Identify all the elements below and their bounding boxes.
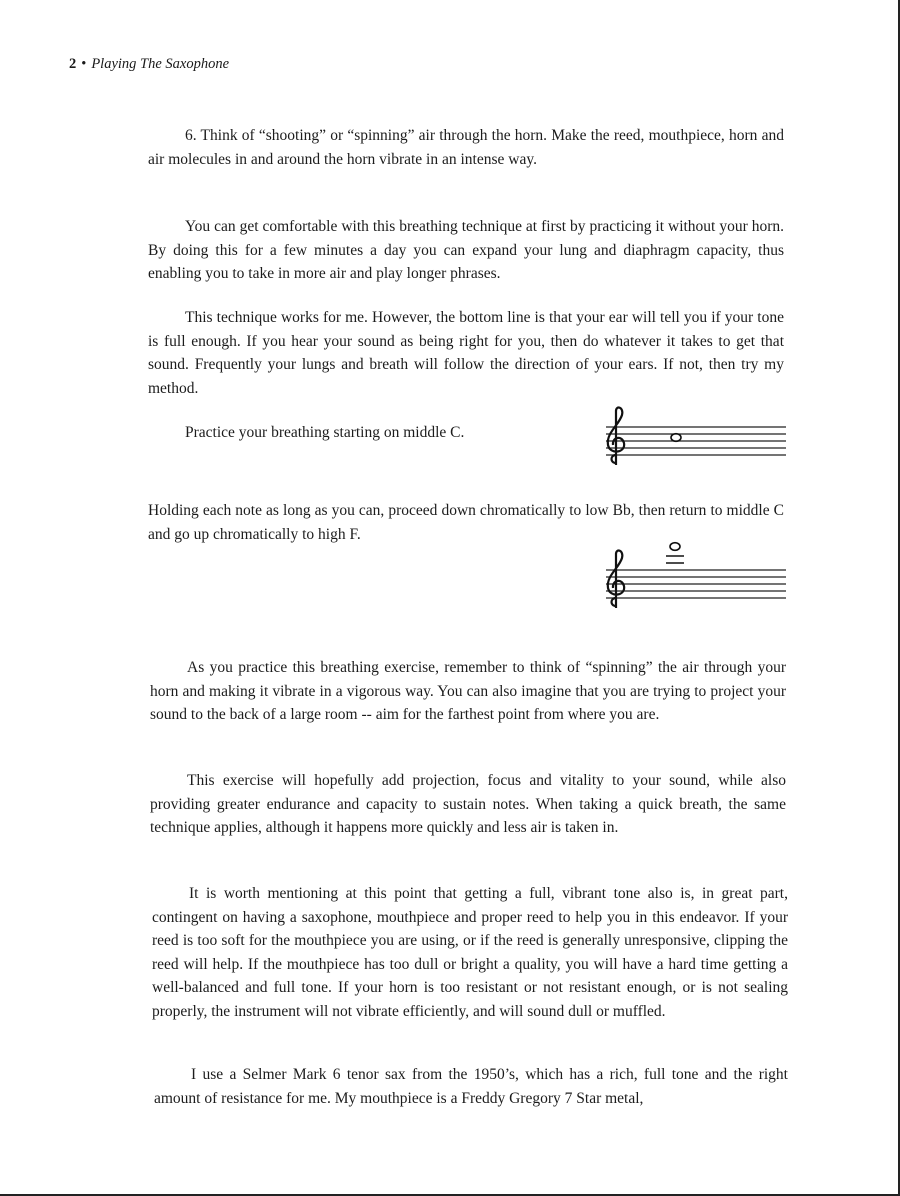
paragraph-technique-works: This technique works for me. However, the bottom line is that your ear will tell you if your tone is full enough. If you hear your sound as being right for you, then do whatever it takes to get that sound. Frequently your lungs and breath will follow the direction of your ears. If not, then try my method.	[148, 309, 784, 397]
running-header	[69, 56, 229, 73]
paragraph-tip-6: 6. Think of “shooting” or “spinning” air through the horn. Make the reed, mouthpiece, horn and air molecules in and around the horn vibrate in an intense way.	[148, 127, 784, 168]
page-number: 2	[69, 56, 77, 72]
staff-lines	[606, 427, 786, 455]
paragraph-practice-without-horn: You can get comfortable with this breathing technique at first by practicing it without your horn. By doing this for a few minutes a day you can expand your lung and diaphragm capacity, thus enabling you to take in more air and play longer phrases.	[148, 218, 784, 282]
whole-note-middle-c	[671, 434, 681, 442]
paragraph-spinning-air: As you practice this breathing exercise, remember to think of “spinning” the air through your horn and making it vibrate in a vigorous way. You can also imagine that you are trying to project your sound to the back of a large room -- aim for the farthest point from where you are.	[150, 659, 786, 723]
paragraph-hold-each-note: Holding each note as long as you can, proceed down chromatically to low Bb, then return to middle C and go up chromatically to high F.	[148, 502, 784, 543]
music-staff-high-f	[602, 538, 788, 612]
treble-clef-icon	[608, 408, 624, 465]
whole-note-high-f	[670, 543, 680, 551]
ledger-lines	[666, 556, 684, 563]
header-bullet: •	[81, 56, 87, 72]
paragraph-practice-middle-c: Practice your breathing starting on middle C.	[185, 424, 465, 441]
book-title: Playing The Saxophone	[91, 56, 230, 72]
staff-lines	[606, 570, 786, 598]
paragraph-projection: This exercise will hopefully add projection, focus and vitality to your sound, while also providing greater endurance and capacity to sustain notes. When taking a quick breath, the same technique applies, although it happens more quickly and less air is taken in.	[150, 772, 786, 836]
treble-clef-icon	[608, 551, 624, 608]
music-staff-middle-c	[602, 405, 788, 469]
paragraph-selmer-mark-6: I use a Selmer Mark 6 tenor sax from the 1950’s, which has a rich, full tone and the right amount of resistance for me. My mouthpiece is a Freddy Gregory 7 Star metal,	[154, 1066, 788, 1107]
paragraph-equipment: It is worth mentioning at this point that getting a full, vibrant tone also is, in great part, contingent on having a saxophone, mouthpiece and proper reed to help you in this endeavor. If your reed is too soft for the mouthpiece you are using, or if the reed is generally unresponsive, clipping the reed will help. If the mouthpiece has too dull or bright a quality, you will have a hard time getting a well-balanced and full tone. If your horn is too resistant or not resistant enough, or is not sealing properly, the instrument will not vibrate efficiently, and will sound dull or muffled.	[152, 885, 788, 1020]
